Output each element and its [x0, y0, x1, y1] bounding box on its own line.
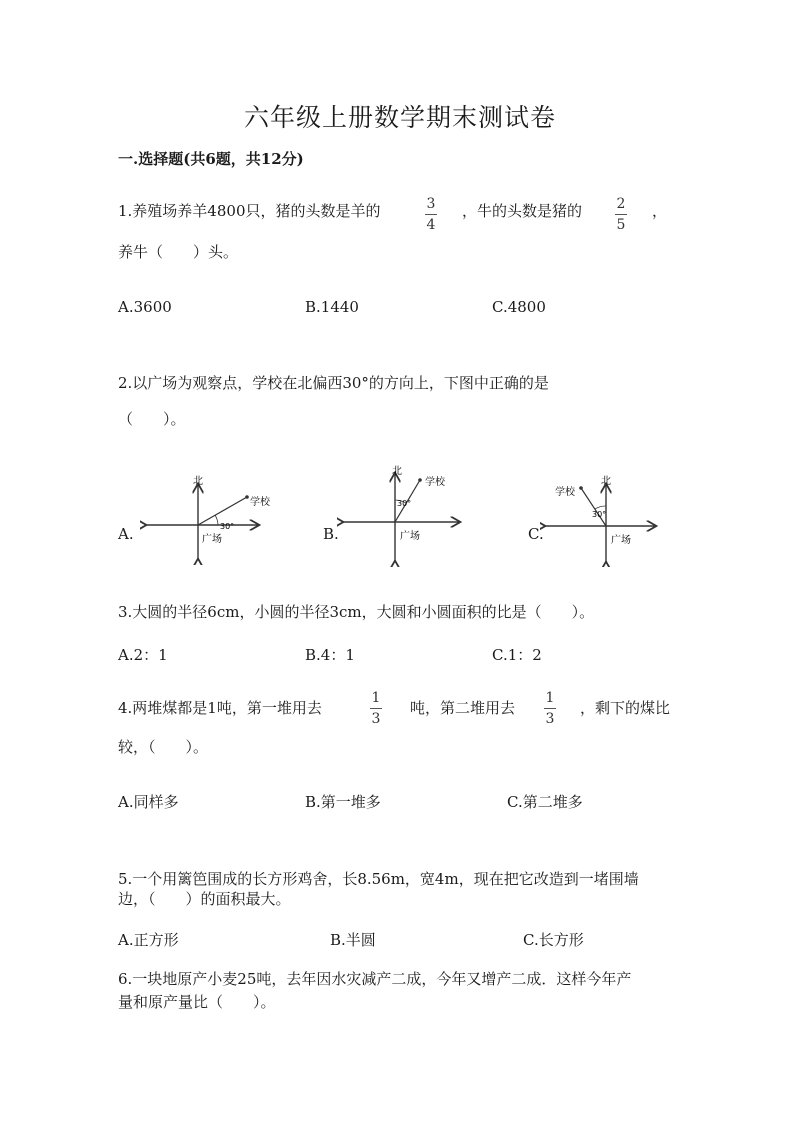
fraction-numerator: 1: [371, 690, 381, 706]
fraction-bar: [370, 708, 382, 709]
school-label: 学校: [250, 497, 270, 508]
compass-diagram-a: [140, 470, 270, 565]
square-label: 广场: [611, 535, 631, 546]
question-2-option-c[interactable]: C.: [528, 525, 544, 543]
question-1-text-3: ，: [652, 202, 668, 220]
question-2-line-1: 2.以广场为观察点，学校在北偏西30°的方向上，下图中正确的是: [118, 374, 549, 392]
question-2-option-b[interactable]: B.: [323, 525, 339, 543]
angle-arc: [215, 515, 218, 525]
question-3-option-c[interactable]: C.1：2: [492, 646, 542, 664]
north-label: 北: [601, 476, 611, 487]
direction-ray: [581, 488, 606, 526]
question-5-option-b[interactable]: B.半圆: [330, 931, 376, 949]
question-2-line-2: （ ）。: [118, 410, 186, 428]
question-4-fraction-2: [544, 690, 556, 727]
school-label: 学校: [425, 477, 445, 488]
question-1-text-2: ，牛的头数是猪的: [462, 202, 583, 220]
question-5-line-2: 边，（ ）的面积最大。: [118, 890, 291, 908]
question-4-option-a[interactable]: A.同样多: [118, 793, 179, 811]
fraction-denominator: 3: [371, 711, 381, 727]
page-title: 六年级上册数学期末测试卷: [243, 103, 556, 132]
question-6-line-2: 量和原产量比（ ）。: [118, 993, 276, 1011]
question-1-line-2: 养牛（ ）头。: [118, 243, 239, 261]
question-6-line-1: 6.一块地原产小麦25吨，去年因水灾减产二成，今年又增产二成．这样今年产: [118, 970, 632, 988]
question-2-option-a[interactable]: A.: [118, 525, 134, 543]
angle-arc: [595, 506, 606, 509]
direction-ray: [198, 497, 247, 525]
fraction-bar: [425, 214, 437, 215]
fraction-numerator: 3: [426, 196, 436, 212]
square-label: 广场: [202, 534, 222, 545]
question-1-option-b[interactable]: B.1440: [305, 298, 359, 316]
section-heading: 一.选择题(共6题，共12分): [118, 150, 304, 168]
question-3-text: 3.大圆的半径6cm，小圆的半径3cm，大圆和小圆面积的比是（ ）。: [118, 603, 595, 621]
school-label: 学校: [555, 487, 575, 498]
fraction-denominator: 5: [616, 217, 626, 233]
question-4-option-c[interactable]: C.第二堆多: [507, 793, 583, 811]
square-label: 广场: [400, 531, 420, 542]
question-1-option-c[interactable]: C.4800: [492, 298, 546, 316]
question-3-option-b[interactable]: B.4：1: [305, 646, 355, 664]
fraction-bar: [544, 708, 556, 709]
school-point: [579, 486, 583, 490]
question-4-text-3: ，剩下的煤比: [580, 699, 671, 717]
fraction-denominator: 4: [426, 217, 436, 233]
question-1-option-a[interactable]: A.3600: [118, 298, 172, 316]
fraction-numerator: 1: [545, 690, 555, 706]
compass-diagram-c: [540, 470, 665, 567]
question-5-option-c[interactable]: C.长方形: [523, 931, 584, 949]
question-4-line-2: 较，（ ）。: [118, 738, 209, 756]
fraction-denominator: 3: [545, 711, 555, 727]
angle-label: 30°: [397, 499, 412, 508]
question-4-text: 4.两堆煤都是1吨，第一堆用去: [118, 699, 322, 717]
fraction-bar: [615, 214, 627, 215]
north-label: 北: [193, 476, 203, 487]
question-5-line-1: 5.一个用篱笆围成的长方形鸡舍，长8.56m，宽4m，现在把它改造到一堵围墙: [118, 870, 639, 888]
question-4-fraction-1: [370, 690, 382, 727]
question-1-text: 1.养殖场养羊4800只，猪的头数是羊的: [118, 202, 381, 220]
question-1-fraction-1: [425, 196, 437, 233]
angle-label: 30°: [592, 510, 607, 519]
compass-diagram-b: [337, 462, 467, 567]
fraction-numerator: 2: [616, 196, 626, 212]
question-4-text-2: 吨，第二堆用去: [410, 699, 516, 717]
question-3-option-a[interactable]: A.2：1: [118, 646, 168, 664]
question-4-option-b[interactable]: B.第一堆多: [305, 793, 381, 811]
school-point: [245, 495, 249, 499]
question-1-fraction-2: [615, 196, 627, 233]
school-point: [418, 478, 422, 482]
question-5-option-a[interactable]: A.正方形: [118, 931, 179, 949]
angle-label: 30°: [220, 522, 235, 531]
north-label: 北: [392, 466, 402, 477]
